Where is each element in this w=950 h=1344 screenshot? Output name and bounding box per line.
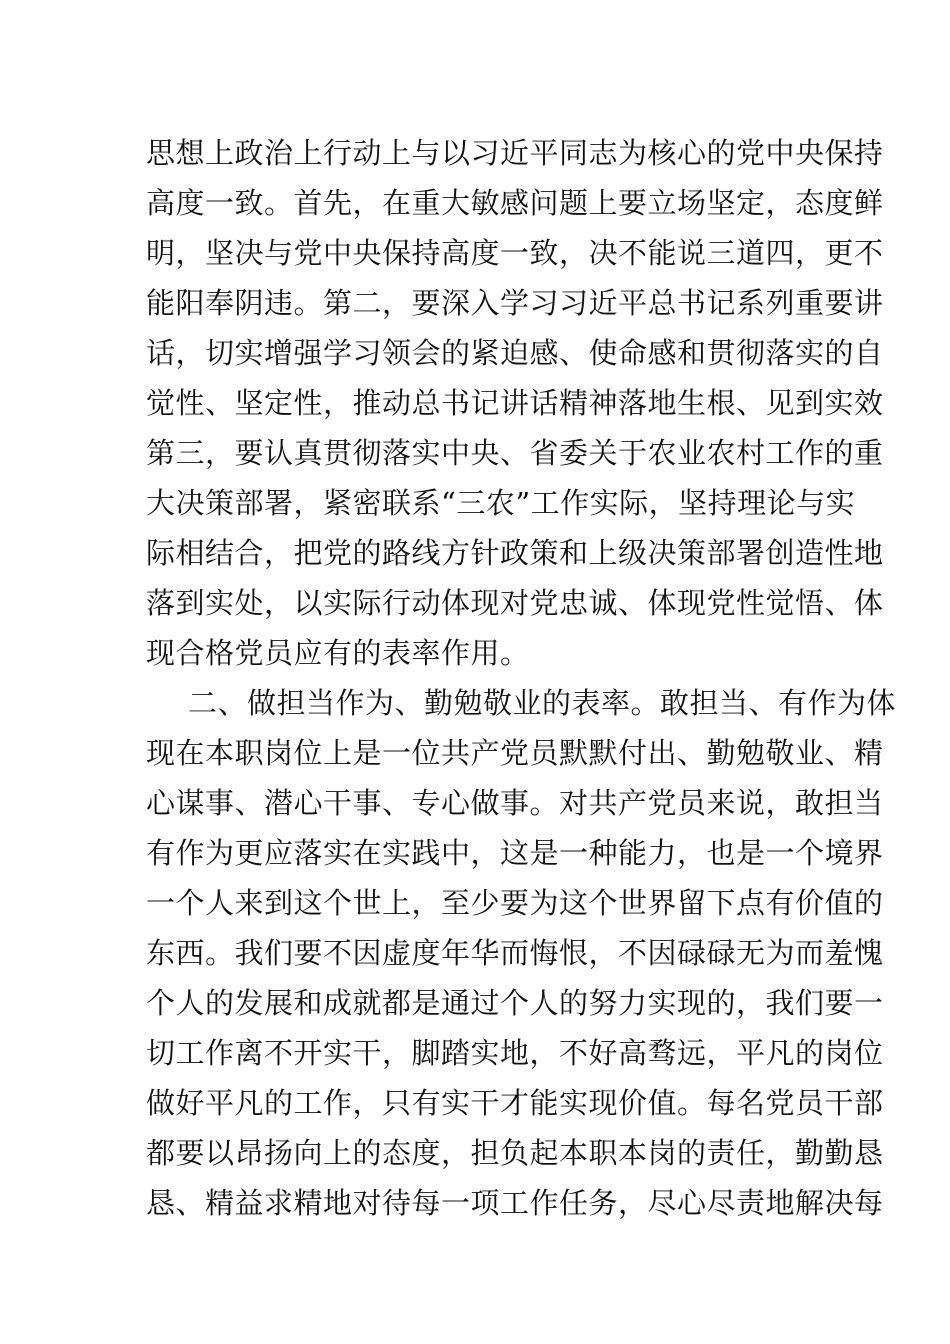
- text-line: 话，切实增强学习领会的紧迫感、使命感和贯彻落实的自: [146, 336, 884, 370]
- text-line: 能阳奉阴违。第二，要深入学习习近平总书记系列重要讲: [146, 286, 884, 320]
- text-line: 际相结合，把党的路线方针政策和上级决策部署创造性地: [146, 536, 884, 570]
- text-line: 恳、精益求精地对待每一项工作任务，尽心尽责地解决每: [146, 1186, 884, 1220]
- text-line: 一个人来到这个世上，至少要为这个世界留下点有价值的: [146, 886, 884, 920]
- text-line: 明，坚决与党中央保持高度一致，决不能说三道四，更不: [146, 236, 884, 270]
- text-line: 思想上政治上行动上与以习近平同志为核心的党中央保持: [146, 136, 884, 170]
- text-line: 都要以昂扬向上的态度，担负起本职本岗的责任，勤勤恳: [146, 1136, 884, 1170]
- text-line: 现合格党员应有的表率作用。: [146, 636, 530, 670]
- text-line: 有作为更应落实在实践中，这是一种能力，也是一个境界: [146, 836, 884, 870]
- text-line: 觉性、坚定性，推动总书记讲话精神落地生根、见到实效: [146, 386, 884, 420]
- text-line: 落到实处，以实际行动体现对党忠诚、体现党性觉悟、体: [146, 586, 884, 620]
- text-line: 个人的发展和成就都是通过个人的努力实现的，我们要一: [146, 986, 884, 1020]
- text-line: 高度一致。首先，在重大敏感问题上要立场坚定，态度鲜: [146, 186, 884, 220]
- text-line: 切工作离不开实干，脚踏实地，不好高骛远，平凡的岗位: [146, 1036, 884, 1070]
- text-line: 第三，要认真贯彻落实中央、省委关于农业农村工作的重: [146, 436, 884, 470]
- text-line: 心谋事、潜心干事、专心做事。对共产党员来说，敢担当: [146, 786, 884, 820]
- text-line: 大决策部署，紧密联系“三农”工作实际，坚持理论与实: [146, 486, 856, 520]
- paragraph-heading-line: 二、做担当作为、勤勉敬业的表率。敢担当、有作为体: [188, 686, 897, 720]
- text-line: 现在本职岗位上是一位共产党员默默付出、勤勉敬业、精: [146, 736, 884, 770]
- text-line: 东西。我们要不因虚度年华而悔恨，不因碌碌无为而羞愧: [146, 936, 884, 970]
- text-line: 做好平凡的工作，只有实干才能实现价值。每名党员干部: [146, 1086, 884, 1120]
